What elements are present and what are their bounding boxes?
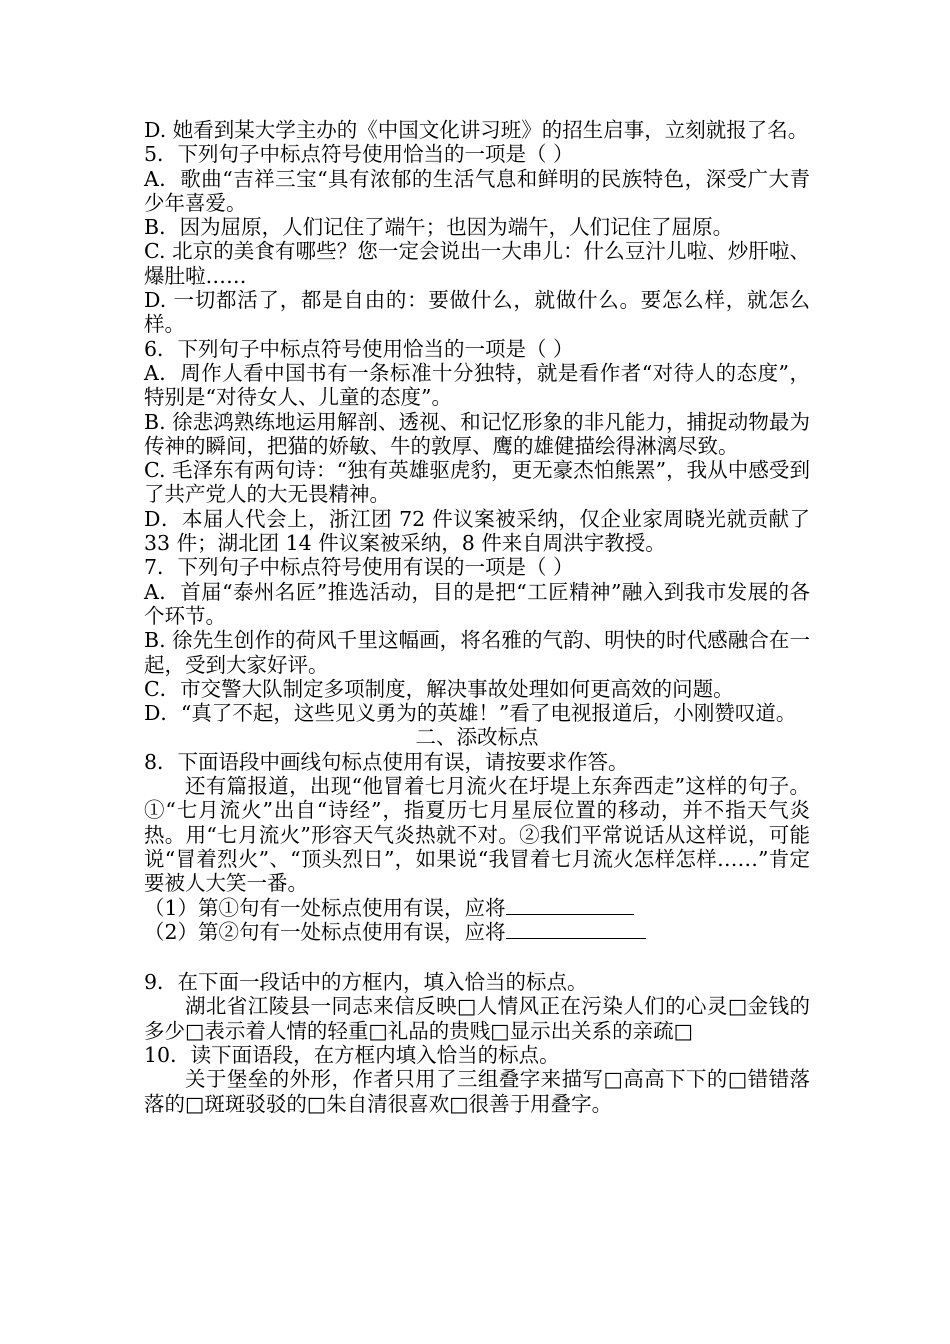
q9-passage: 湖北省江陵县一同志来信反映□人情风正在污染人们的心灵□金钱的多少□表示着人情的轻重□礼品的贵贱□显示出关系的亲疏□ — [144, 994, 810, 1043]
q5-option-d: D. 一切都活了，都是自由的：要做什么，就做什么。要怎么样，就怎么样。 — [144, 288, 810, 337]
q10-stem: 10．读下面语段，在方框内填入恰当的标点。 — [144, 1042, 560, 1067]
blank-line — [144, 944, 810, 970]
q8-sub-2-text: （2）第②句有一处标点使用有误，应将 — [144, 919, 506, 944]
q5-option-c: C. 北京的美食有哪些？您一定会说出一大串儿：什么豆汁儿啦、炒肝啦、爆肚啦…… — [144, 239, 810, 288]
q7-option-d: D．“真了不起，这些见义勇为的英雄！”看了电视报道后，小刚赞叹道。 — [144, 701, 797, 726]
q8-sub-2 — [144, 920, 810, 944]
q8-passage: 还有篇报道，出现“他冒着七月流火在圩堤上东奔西走”这样的句子。①“七月流火”出自“诗经”，指夏历七月星辰位置的移动，并不指天气炎热。用“七月流火”形容天气炎热就不对。②我们平常说话从这样说，可能说“冒着烈火”、“顶头烈日”，如果说“我冒着七月流火怎样怎样……”肯定要被人大笑一番。 — [144, 774, 810, 896]
q4-option-d: D. 她看到某大学主办的《中国文化讲习班》的招生启事，立刻就报了名。 — [144, 118, 809, 142]
q8-stem: 8．下面语段中画线句标点使用有误，请按要求作答。 — [144, 749, 629, 774]
q6-option-c: C. 毛泽东有两句诗：“独有英雄驱虎豹，更无豪杰怕熊罴”，我从中感受到了共产党人的大无畏精神。 — [144, 458, 810, 507]
q8-answer-blank-2[interactable] — [506, 920, 646, 939]
q5-stem: 5．下列句子中标点符号使用恰当的一项是（ ） — [144, 142, 574, 167]
q7-stem: 7．下列句子中标点符号使用有误的一项是（ ） — [144, 555, 574, 580]
q7-option-a: A．首届“泰州名匠”推选活动，目的是把“工匠精神”融入到我市发展的各个环节。 — [144, 579, 810, 628]
q6-option-b: B. 徐悲鸿熟练地运用解剖、透视、和记忆形象的非凡能力，捕捉动物最为传神的瞬间，把猫的娇敏、牛的敦厚、鹰的雄健描绘得淋漓尽致。 — [144, 409, 810, 458]
q6-stem: 6．下列句子中标点符号使用恰当的一项是（ ） — [144, 336, 574, 361]
q8-answer-blank-1[interactable] — [506, 896, 634, 915]
q8-sub-1 — [144, 896, 810, 920]
q7-option-b: B. 徐先生创作的荷风千里这幅画，将名雅的气韵、明快的时代感融合在一起，受到大家好评。 — [144, 628, 810, 677]
q7-option-c: C．市交警大队制定多项制度，解决事故处理如何更高效的问题。 — [144, 676, 734, 701]
q9-stem: 9．在下面一段话中的方框内，填入恰当的标点。 — [144, 970, 588, 995]
q6-option-d: D．本届人代会上，浙江团 72 件议案被采纳，仅企业家周晓光就贡献了 33 件；湖北团 14 件议案被采纳，8 件来自周洪宇教授。 — [144, 506, 810, 556]
q6-option-a: A．周作人看中国书有一条标准十分独特，就是看作者“对待人的态度”，特别是“对待女人、儿童的态度”。 — [144, 360, 810, 410]
section-title: 二、添改标点 — [415, 725, 539, 750]
q8-sub-1-text: （1）第①句有一处标点使用有误，应将 — [144, 895, 506, 920]
q5-option-b: B．因为屈原，人们记住了端午；也因为端午，人们记住了屈原。 — [144, 215, 734, 240]
q10-passage: 关于堡垒的外形，作者只用了三组叠字来描写□高高下下的□错错落落的□斑斑驳驳的□朱自清很喜欢□很善于用叠字。 — [144, 1067, 810, 1116]
q5-option-a: A．歌曲“吉祥三宝“具有浓郁的生活气息和鲜明的民族特色，深受广大青少年喜爱。 — [144, 166, 810, 215]
